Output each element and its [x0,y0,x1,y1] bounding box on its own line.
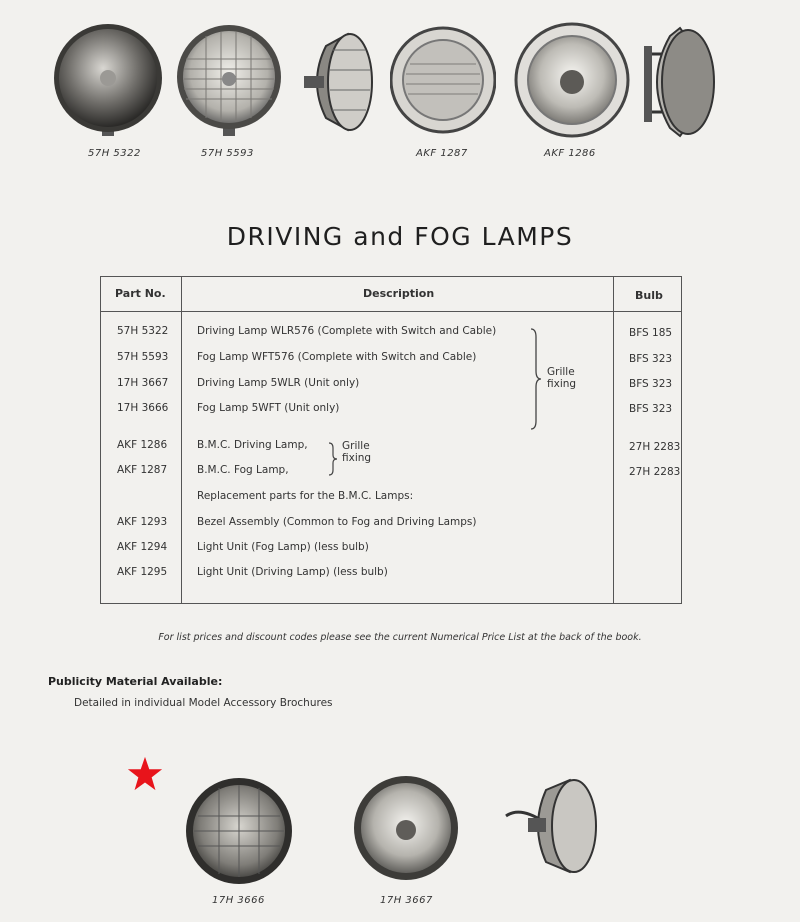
header-description: Description [363,287,435,300]
table-row-part: AKF 1287 [117,464,168,476]
fog-lamp-icon [176,24,282,138]
table-divider [181,277,182,603]
table-row-description: Fog Lamp 5WFT (Unit only) [197,402,340,414]
table-row-description: B.M.C. Driving Lamp, [197,439,308,451]
brace-label [342,440,371,464]
table-divider [101,311,681,312]
brace-label-line: Grille [547,366,575,378]
brace-label [547,366,576,390]
table-row-bulb: 27H 2283 [629,466,681,478]
lamp-caption: 17H 3666 [212,895,265,906]
publicity-heading: Publicity Material Available: [48,675,223,688]
table-row-bulb: BFS 185 [629,327,673,339]
brace-label-line: Grille [342,440,370,452]
table-row-description: Driving Lamp WLR576 (Complete with Switch and Cable) [197,325,497,337]
star-icon [126,755,164,793]
table-row-description: Light Unit (Driving Lamp) (less bulb) [197,566,388,578]
table-row-part: 57H 5593 [117,351,169,363]
lamp-caption: 17H 3667 [380,895,433,906]
lamp-caption: AKF 1286 [544,148,596,159]
lamp-caption: 57H 5322 [88,148,141,159]
table-row-description: Driving Lamp 5WLR (Unit only) [197,377,360,389]
brace-label-line: fixing [547,378,577,390]
header-bulb: Bulb [635,289,663,302]
fog-lamp-icon [184,776,294,886]
table-row-description: Fog Lamp WFT576 (Complete with Switch and Cable) [197,351,477,363]
table-row-description: Bezel Assembly (Common to Fog and Driving Lamps) [197,516,477,528]
lamp-side-view-icon [500,776,608,876]
publicity-text: Detailed in individual Model Accessory Brochures [74,697,333,709]
lamp-caption: 57H 5593 [201,148,254,159]
driving-lamp-icon [352,772,460,884]
fog-lamp-icon [390,24,496,136]
table-row-part: AKF 1293 [117,516,168,528]
lamp-rear-view-icon [640,24,722,140]
parts-table [100,276,682,604]
page-title: DRIVING and FOG LAMPS [226,222,574,251]
driving-lamp-icon [514,22,630,138]
brace-icon [327,441,339,477]
table-row-part: 17H 3666 [117,402,169,414]
table-row-description: Replacement parts for the B.M.C. Lamps: [197,490,414,502]
header-part-no: Part No. [115,287,166,300]
table-row-part: 17H 3667 [117,377,169,389]
table-row-bulb: 27H 2283 [629,441,681,453]
brace-label-line: fixing [342,452,372,464]
lamp-caption: AKF 1287 [416,148,468,159]
table-row-part: AKF 1295 [117,566,168,578]
table-row-bulb: BFS 323 [629,403,673,415]
table-row-part: AKF 1286 [117,439,168,451]
table-row-part: AKF 1294 [117,541,168,553]
driving-lamp-icon [52,22,164,140]
table-row-description: Light Unit (Fog Lamp) (less bulb) [197,541,369,553]
table-divider [613,277,614,603]
price-list-footnote: For list prices and discount codes please see the current Numerical Price List at the back of the book. [158,632,642,643]
table-row-description: B.M.C. Fog Lamp, [197,464,289,476]
table-row-bulb: BFS 323 [629,378,673,390]
table-row-part: 57H 5322 [117,325,169,337]
lamp-side-view-icon [298,30,380,134]
table-row-bulb: BFS 323 [629,353,673,365]
brace-icon [529,327,543,431]
